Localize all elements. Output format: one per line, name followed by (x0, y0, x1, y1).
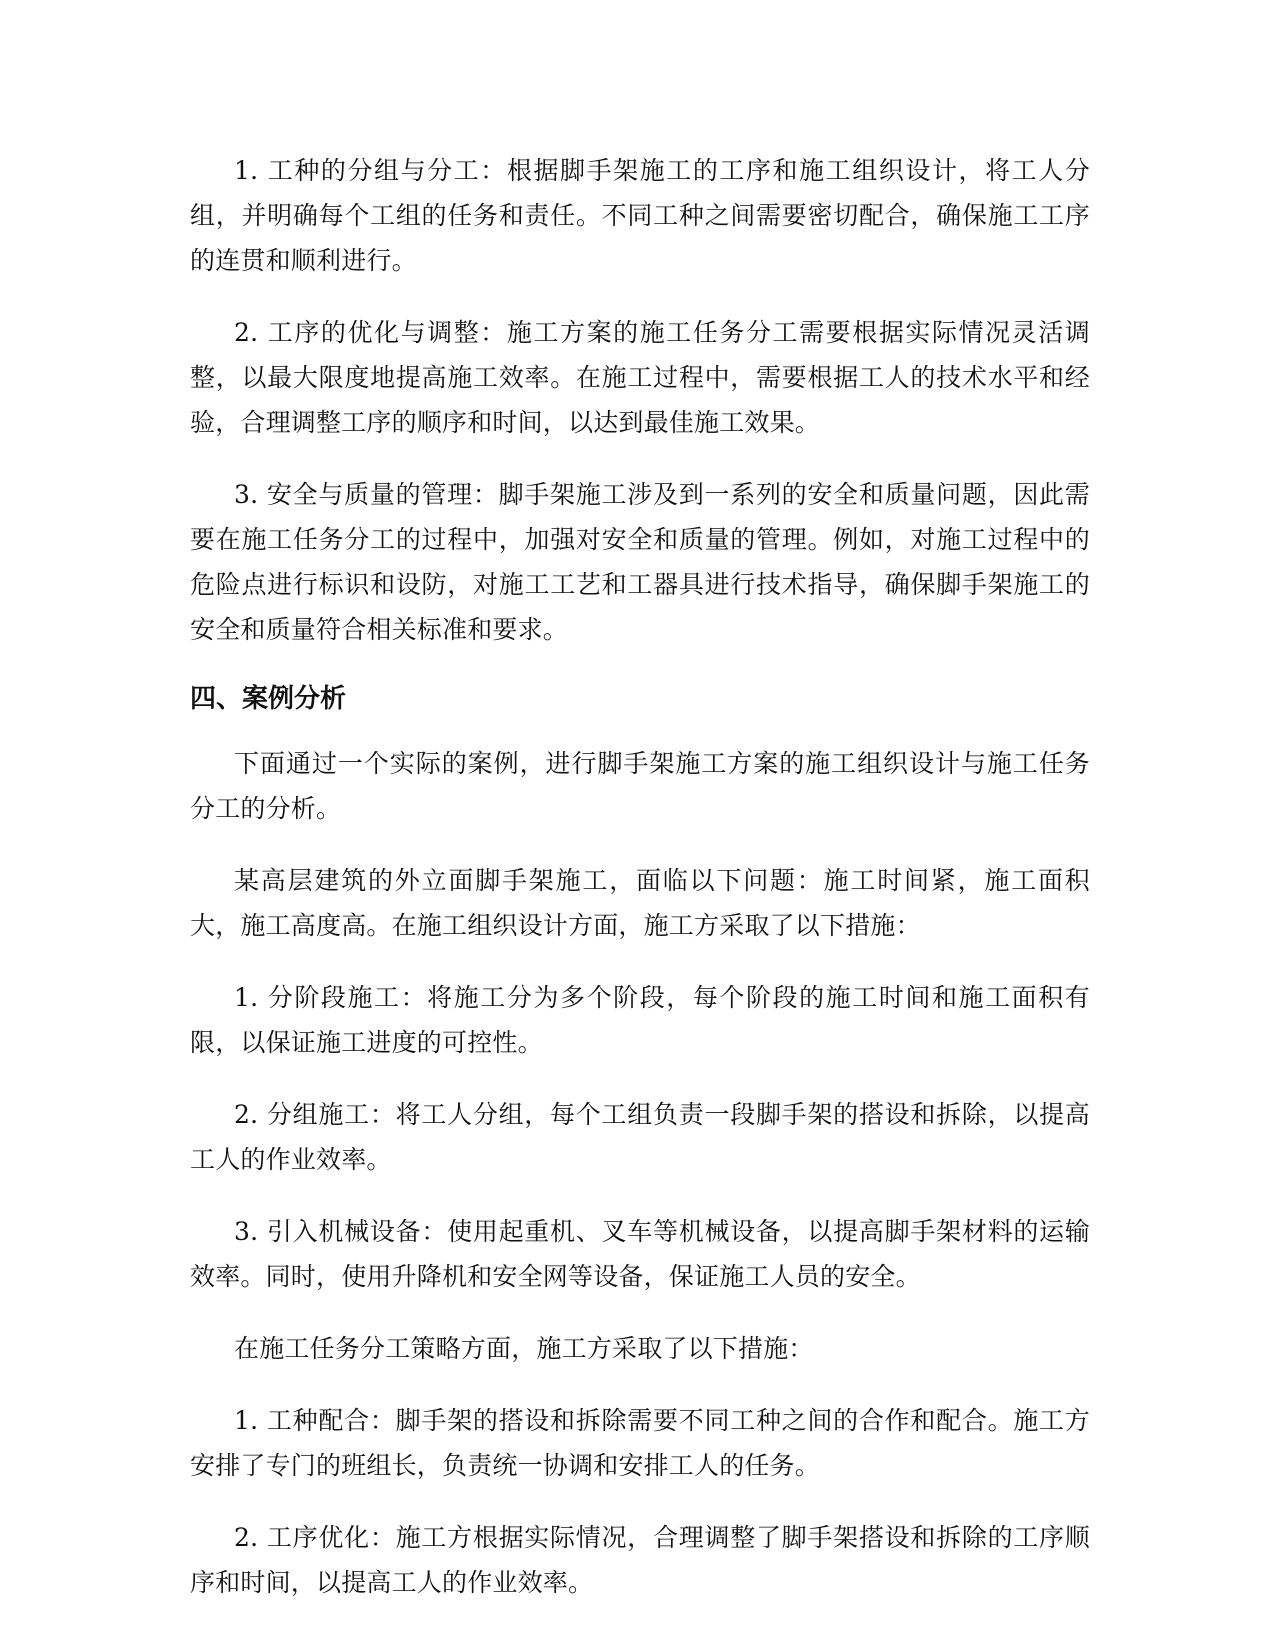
document-page (190, 148, 1090, 1632)
paragraph-process-adjustment: 2. 工序优化：施工方根据实际情况，合理调整了脚手架搭设和拆除的工序顺序和时间，以提高工人的作业效率。 (190, 1523, 1090, 1597)
paragraph-worker-grouping: 1. 工种的分组与分工：根据脚手架施工的工序和施工组织设计，将工人分组，并明确每个工组的任务和责任。不同工种之间需要密切配合，确保施工工序的连贯和顺利进行。 (190, 156, 1090, 275)
paragraph-case-background: 某高层建筑的外立面脚手架施工，面临以下问题：施工时间紧，施工面积大，施工高度高。在施工组织设计方面，施工方采取了以下措施： (190, 866, 1090, 940)
paragraph-task-division-intro: 在施工任务分工策略方面，施工方采取了以下措施： (234, 1334, 814, 1363)
paragraph-safety-quality: 3. 安全与质量的管理：脚手架施工涉及到一系列的安全和质量问题，因此需要在施工任务分工的过程中，加强对安全和质量的管理。例如，对施工过程中的危险点进行标识和设防，对施工工艺和工器具进行技术指导，确保脚手架施工的安全和质量符合相关标准和要求。 (190, 480, 1090, 644)
paragraph-machinery: 3. 引入机械设备：使用起重机、叉车等机械设备，以提高脚手架材料的运输效率。同时，使用升降机和安全网等设备，保证施工人员的安全。 (190, 1217, 1090, 1291)
section-heading-case-analysis: 四、案例分析 (190, 684, 347, 714)
paragraph-group-construction: 2. 分组施工：将工人分组，每个工组负责一段脚手架的搭设和拆除，以提高工人的作业效率。 (190, 1100, 1090, 1174)
paragraph-process-optimization: 2. 工序的优化与调整：施工方案的施工任务分工需要根据实际情况灵活调整，以最大限度地提高施工效率。在施工过程中，需要根据工人的技术水平和经验，合理调整工序的顺序和时间，以达到最佳施工效果。 (190, 318, 1090, 437)
paragraph-trade-coordination: 1. 工种配合：脚手架的搭设和拆除需要不同工种之间的合作和配合。施工方安排了专门的班组长，负责统一协调和安排工人的任务。 (190, 1406, 1090, 1480)
paragraph-case-intro: 下面通过一个实际的案例，进行脚手架施工方案的施工组织设计与施工任务分工的分析。 (190, 749, 1090, 823)
paragraph-phased-construction: 1. 分阶段施工：将施工分为多个阶段，每个阶段的施工时间和施工面积有限，以保证施工进度的可控性。 (190, 983, 1090, 1057)
